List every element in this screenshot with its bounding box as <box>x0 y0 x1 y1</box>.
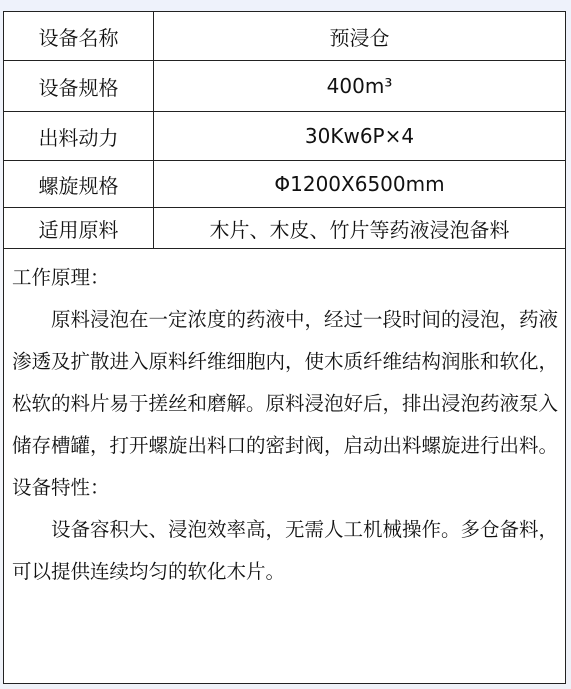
description-section <box>4 249 565 593</box>
spec-table <box>4 12 565 249</box>
spec-label: 适用原料 <box>4 208 154 249</box>
principle-body: 原料浸泡在一定浓度的药液中，经过一段时间的浸泡，药液渗透及扩散进入原料纤维细胞内，使木质纤维结构润胀和软化，松软的料片易于搓丝和磨解。原料浸泡好后，排出浸泡药液泵入储存槽罐，打开螺旋出料口的密封阀，启动出料螺旋进行出料。 <box>12 308 559 457</box>
equipment-spec-sheet <box>3 11 566 684</box>
spec-row-size <box>4 61 565 112</box>
spec-row-name <box>4 12 565 61</box>
spec-label: 设备规格 <box>4 61 154 112</box>
spec-label: 螺旋规格 <box>4 161 154 208</box>
spec-row-material <box>4 208 565 249</box>
spec-value: 400m³ <box>154 61 566 112</box>
spec-value: 预浸仓 <box>154 12 566 61</box>
principle-heading: 工作原理： <box>12 266 110 289</box>
spec-value: Φ1200X6500mm <box>154 161 566 208</box>
spec-label: 出料动力 <box>4 112 154 161</box>
spec-value: 30Kw6P×4 <box>154 112 566 161</box>
spec-label: 设备名称 <box>4 12 154 61</box>
spec-row-power <box>4 112 565 161</box>
spec-row-screw <box>4 161 565 208</box>
features-body: 设备容积大、浸泡效率高，无需人工机械操作。多仓备料，可以提供连续均匀的软化木片。 <box>12 518 559 583</box>
spec-value: 木片、木皮、竹片等药液浸泡备料 <box>154 208 566 249</box>
features-heading: 设备特性： <box>12 476 110 499</box>
